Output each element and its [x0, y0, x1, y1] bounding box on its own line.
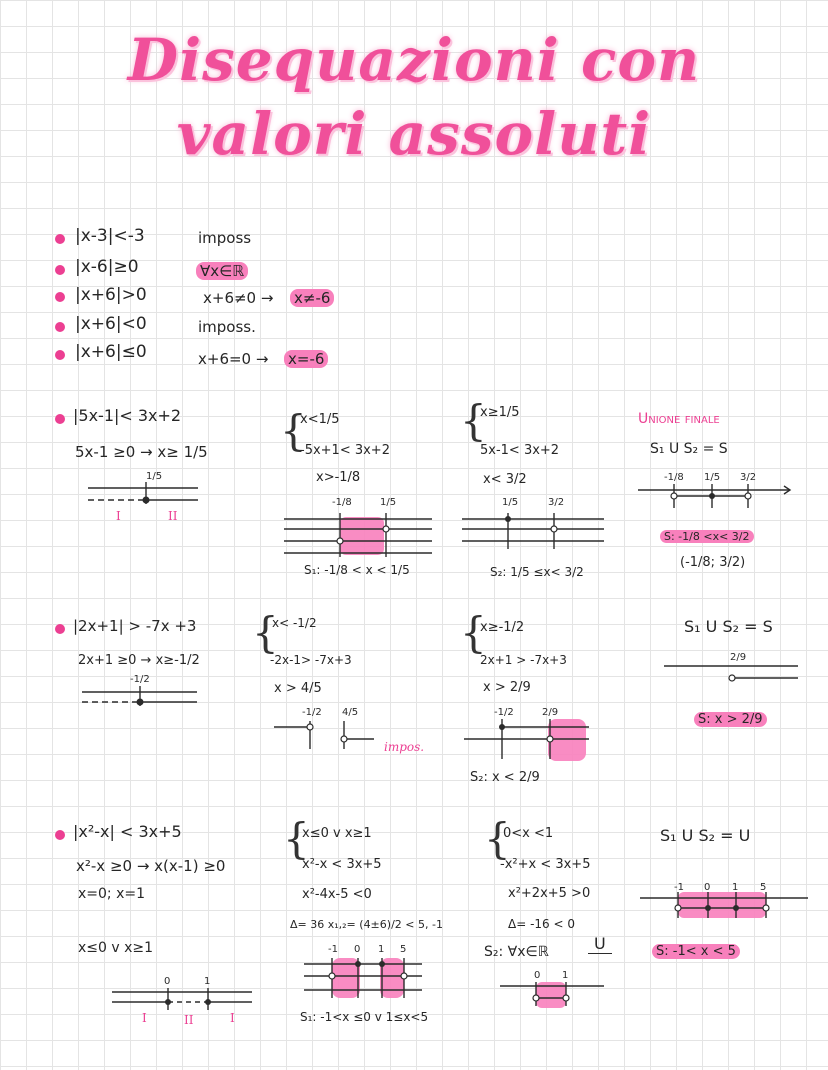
ex1-union-interval: (-1/8; 3/2) [680, 555, 746, 570]
ex3-sys1-c: x²-4x-5 <0 [302, 887, 372, 902]
ex2-union-solution: S: x > 2/9 [694, 712, 767, 727]
ex3-num-t2: 1 [204, 976, 211, 987]
ex2-sys2-a: x≥-1/2 [480, 620, 525, 635]
simple-expr-2: |x-6|≥0 [75, 257, 139, 277]
ex3-union-t1: -1 [674, 882, 684, 893]
ex3-sys1-t2: 0 [354, 944, 361, 955]
title-line-1: Disequazioni con [127, 26, 701, 94]
simple-result-5: x+6=0 → [198, 350, 269, 368]
ex1-mark-label: 1/5 [146, 471, 163, 482]
simple-hl-5: x=-6 [284, 350, 328, 368]
ex3-sys2-c: x²+2x+5 >0 [508, 886, 591, 901]
bullet-dot [55, 265, 65, 275]
ex3-sys2-solution: S₂: ∀x∈ℝ [484, 944, 549, 960]
ex1-sys2-t2: 3/2 [548, 497, 565, 508]
ex3-union-t3: 1 [732, 882, 739, 893]
bullet-dot [55, 234, 65, 244]
bullet-dot [55, 350, 65, 360]
bullet-dot [55, 322, 65, 332]
ex3-sys1-d: Δ= 36 x₁,₂= (4±6)/2 < 5, -1 [290, 918, 443, 931]
ex1-sys2-solution: S₂: 1/5 ≤x< 3/2 [490, 565, 584, 579]
ex2-sys2-c: x > 2/9 [483, 680, 531, 695]
ex2-sys2-t1: -1/2 [494, 707, 514, 718]
ex1-union-t3: 3/2 [740, 472, 757, 483]
ex1-sys2-t1: 1/5 [502, 497, 519, 508]
ex1-sys2-c: x< 3/2 [483, 472, 527, 487]
ex2-sys2-b: 2x+1 > -7x+3 [480, 653, 567, 667]
ex3-union-solution: S: -1< x < 5 [652, 944, 740, 959]
ex3-region-i: I [142, 1011, 147, 1025]
ex1-region-i: I [116, 509, 121, 523]
title-line-2: valori assoluti [176, 100, 652, 168]
ex1-sys1-solution: S₁: -1/8 < x < 1/5 [304, 563, 410, 577]
ex2-sys1-t2: 4/5 [342, 707, 359, 718]
system-brace: { [460, 396, 487, 445]
ex1-sys1-a: x<1/5 [300, 412, 340, 427]
ex2-condition: 2x+1 ≥0 → x≥-1/2 [78, 653, 200, 668]
ex2-sys1-note: impos. [384, 740, 425, 754]
ex2-sys1-c: x > 4/5 [274, 681, 322, 696]
ex3-union-t4: 5 [760, 882, 767, 893]
ex2-number-line [82, 672, 202, 712]
bullet-dot [55, 414, 65, 424]
ex3-sys2-t2: 1 [562, 970, 569, 981]
simple-expr-1: |x-3|<-3 [75, 226, 145, 246]
ex2-sys2-t2: 2/9 [542, 707, 559, 718]
ex1-expr: |5x-1|< 3x+2 [73, 406, 182, 425]
ex3-number-line [112, 972, 257, 1032]
ex2-expr: |2x+1| > -7x +3 [73, 617, 197, 635]
ex2-sys1-graph [274, 703, 434, 753]
system-brace: { [460, 608, 487, 657]
ex3-sys2-b: -x²+x < 3x+5 [500, 857, 591, 872]
ex3-condition: x²-x ≥0 → x(x-1) ≥0 [76, 857, 226, 875]
ex1-sys2-graph [462, 495, 607, 555]
ex2-union-graph [664, 648, 804, 688]
ex3-sys1-t1: -1 [328, 944, 338, 955]
ex3-cup-symbol: U [588, 934, 612, 954]
ex3-sys1-t4: 5 [400, 944, 407, 955]
ex2-sys1-t1: -1/2 [302, 707, 322, 718]
ex3-sys2-d: Δ= -16 < 0 [508, 917, 575, 931]
ex3-sys1-solution: S₁: -1<x ≤0 v 1≤x<5 [300, 1010, 429, 1024]
ex1-union-t1: -1/8 [664, 472, 684, 483]
ex3-domain: x≤0 v x≥1 [78, 940, 154, 956]
ex2-union-eq: S₁ U S₂ = S [684, 617, 773, 636]
ex1-union-solution: S: -1/8 <x< 3/2 [660, 530, 754, 543]
bullet-dot [55, 292, 65, 302]
system-brace: { [484, 814, 511, 863]
ex3-sys2-a: 0<x <1 [503, 826, 554, 841]
ex1-union-t2: 1/5 [704, 472, 721, 483]
ex3-expr: |x²-x| < 3x+5 [73, 822, 182, 841]
ex3-union-eq: S₁ U S₂ = U [660, 826, 751, 845]
ex2-mark-label: -1/2 [130, 674, 150, 685]
simple-expr-4: |x+6|<0 [75, 314, 147, 334]
bullet-dot [55, 624, 65, 634]
ex1-condition: 5x-1 ≥0 → x≥ 1/5 [75, 443, 208, 461]
ex3-union-graph [640, 880, 810, 930]
ex1-number-line [88, 468, 208, 528]
ex1-region-ii: II [168, 509, 178, 523]
simple-expr-5: |x+6|≤0 [75, 342, 147, 362]
ex1-sys1-graph [284, 495, 434, 560]
ex1-sys1-t1: -1/8 [332, 497, 352, 508]
system-brace: { [283, 814, 310, 863]
bullet-dot [55, 830, 65, 840]
ex2-sys2-solution: S₂: x < 2/9 [470, 770, 540, 785]
simple-result-3: x+6≠0 → [203, 289, 274, 307]
ex3-region-ii: II [184, 1013, 194, 1027]
ex3-roots: x=0; x=1 [78, 886, 146, 902]
ex3-sys2-t1: 0 [534, 970, 541, 981]
ex2-union-t1: 2/9 [730, 652, 747, 663]
ex3-sys2-graph [500, 966, 610, 1011]
simple-expr-3: |x+6|>0 [75, 285, 147, 305]
ex3-union-t2: 0 [704, 882, 711, 893]
ex1-union-heading: Unione finale [638, 411, 720, 427]
ex3-num-t1: 0 [164, 976, 171, 987]
ex1-sys1-t2: 1/5 [380, 497, 397, 508]
ex1-sys1-c: x>-1/8 [316, 470, 361, 485]
ex1-sys2-a: x≥1/5 [480, 405, 520, 420]
ex1-union-graph [638, 468, 798, 523]
system-brace: { [252, 608, 279, 657]
simple-result-4: imposs. [198, 318, 256, 336]
ex1-union-eq: S₁ U S₂ = S [650, 441, 728, 457]
ex3-region-iii: I [230, 1011, 235, 1025]
ex1-sys2-b: 5x-1< 3x+2 [480, 443, 560, 458]
ex2-sys2-graph [464, 703, 594, 763]
simple-result-1: imposs [198, 229, 252, 247]
ex2-sys1-a: x< -1/2 [272, 616, 317, 630]
ex2-sys1-b: -2x-1> -7x+3 [270, 653, 352, 667]
system-brace: { [280, 406, 307, 455]
ex3-sys1-t3: 1 [378, 944, 385, 955]
ex1-sys1-b: -5x+1< 3x+2 [300, 443, 390, 458]
ex3-sys1-b: x²-x < 3x+5 [302, 857, 382, 872]
ex3-sys1-a: x≤0 v x≥1 [302, 826, 372, 841]
simple-hl-3: x≠-6 [290, 289, 334, 307]
ex3-sys1-graph [300, 940, 430, 1002]
simple-hl-2: ∀x∈ℝ [196, 262, 248, 280]
